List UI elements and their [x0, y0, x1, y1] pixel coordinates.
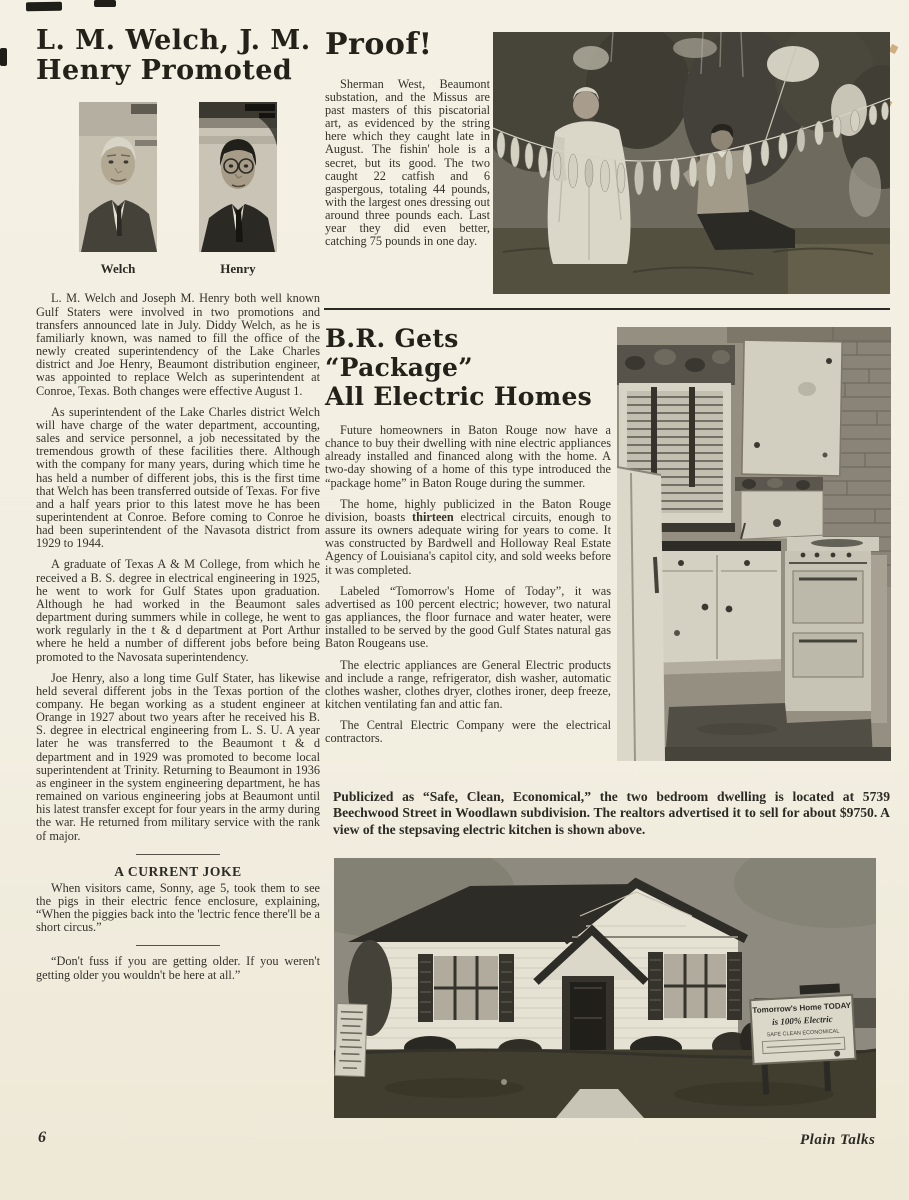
headline-line2: Henry Promoted: [36, 55, 293, 87]
promotions-body: [36, 292, 320, 842]
section-divider: [136, 854, 220, 855]
base-cabinets: [645, 541, 781, 675]
proof-body: Sherman West, Beaumont substation, and the Missus are past masters of this piscatorial art, as evidenced by the string here which they caught late in August. The fishin' hole is a secret, but its good. The two caught 22 catfish and 6 gaspergous, totaling 44 pounds, with the largest ones dressing out around three pounds each. Last year they did even better, catching 75 pounds in one day.: [325, 76, 490, 249]
welch-portrait-photo: [79, 102, 157, 252]
joke-heading: A CURRENT JOKE: [114, 863, 242, 879]
journal-name: Plain Talks: [800, 1132, 876, 1148]
paragraph-text: The home, highly publicized in the Baton Rouge division, boasts: [325, 496, 611, 524]
sink-backsplash-panel: [741, 491, 827, 539]
paragraph: Joe Henry, also a long time Gulf Stater, has likewise held several different jobs in the Texas portion of the company. He began working as a student engineer at Orange in 1927 about two years after he received his B. S. degree in electrical engineering from L. S. U. A year later he was transferred to the Beaumont t & d department and in 1929 was promoted to become local superintendent at Trinity. Returning to Beaumont in 1936 as engineer in the system engineering department, he has remained on various engineering jobs at Beaumont until his latest transfer except for four years in the army during the war. He returned from military service with the rank of major.: [36, 670, 320, 843]
headline-line1: L. M. Welch, J. M.: [36, 25, 311, 56]
refrigerator: [617, 467, 665, 761]
promotions-headline: [36, 26, 320, 86]
range-stove: [785, 537, 887, 723]
paragraph: The electric appliances are General Electric products and include a range, refrigerator, dish washer, automatic clothes washer, clothes dryer, clothes ironer, deep freeze, kitchen ventilating fan and attic fan.: [325, 657, 611, 711]
headline-line1: B.R. Gets “Package”: [325, 324, 473, 382]
kitchen-photo: [617, 327, 891, 761]
right-window: [648, 952, 742, 1020]
fishing-photo-illustration: [493, 32, 890, 294]
joke-body: When visitors came, Sonny, age 5, took them to see the pigs in their electric fence enclosure, explaining, “When the piggies back into the 'lectric fence there'll be a short circus.”: [36, 880, 320, 935]
package-homes-article: [325, 324, 611, 745]
wall-print-band: [735, 477, 823, 491]
paragraph: The Central Electric Company were the electrical contractors.: [325, 718, 611, 746]
house-photo-illustration: [334, 858, 876, 1118]
house-photo: [334, 858, 876, 1118]
henry-caption: Henry: [220, 261, 256, 277]
section-rule: [324, 308, 890, 310]
paragraph: L. M. Welch and Joseph M. Henry both well known Gulf Staters were involved in two promotions and transfers announced late in July. Diddy Welch, as he is familiarly known, was named to fill the office of the newly created superintendency of the Lake Charles district and Joe Henry, Beaumont distribution engineer, was appointed to replace Welch as superintendent at Conroe, Texas. Both changes were effective August 1.: [36, 291, 320, 398]
sign-line1: Tomorrow's Home TODAY: [752, 1000, 852, 1016]
paragraph: Future homeowners in Baton Rouge now have a chance to buy their dwelling with nine electric appliances already installed and financed along with the home. A two-day showing of a home of this type introduced the “package home” in Baton Rouge during the summer.: [325, 423, 611, 490]
scan-artifact: [94, 0, 116, 7]
left-window: [418, 954, 514, 1022]
paragraph: A graduate of Texas A & M College, from which he received a B. S. degree in electrical engineering in 1925, he went to work for Gulf States upon graduation. Although he had worked in the Beaumont sales department during summers while in college, he went to work regularly in the t & d department at Port Arthur where he held a number of different jobs before being promoted to the Navosata superintendency.: [36, 557, 320, 664]
package-body: [325, 424, 611, 745]
house-caption: Publicized as “Safe, Clean, Economical,” the two bedroom dwelling is located at 5739 Beechwood Street in Woodlawn subdivision. The realtors advertised it to sell for about $9750. A view of the stepsaving electric kitchen is shown above.: [333, 789, 890, 837]
proof-article: [325, 28, 490, 249]
proof-headline: Proof!: [325, 27, 433, 62]
page-number: 6: [38, 1129, 46, 1146]
henry-portrait-photo: [199, 102, 277, 252]
portrait-captions: [36, 261, 320, 277]
paragraph: As superintendent of the Lake Charles district Welch will have charge of the water department, accounting, sales and service personnel, a job necessitated by the tremendous growth of these facilities there. Although with the company for many years, during which time he has held a number of different jobs, this is the first time that Welch has been transferred outside of Texas. For five and a half years prior to this latest move he has been superintendent at Conroe. Before coming to Conroe he had been superintendent of the Navasota district from 1929 to 1944.: [36, 404, 320, 551]
paragraph: [325, 498, 611, 577]
sign-line2: is 100% Electric: [771, 1013, 833, 1028]
promotions-article: [36, 26, 320, 982]
sign-line3: SAFE CLEAN ECONOMICAL: [766, 1028, 840, 1039]
package-headline: [325, 324, 611, 411]
window-valance: [617, 345, 735, 385]
section-divider: [136, 945, 220, 946]
kitchen-photo-illustration: [617, 327, 891, 761]
paragraph-text: electrical circuits, enough to assure its owners adequate wiring for years to come. It was constructed by Bardwell and Holloway Real Estate Agency of Louisiana's capitol city, and sold weeks before it was completed.: [325, 509, 611, 577]
small-yard-sign: [335, 1004, 367, 1077]
scan-artifact: [26, 2, 62, 12]
joke-quote: “Don't fuss if you are getting older. If you weren't getting older you wouldn't be here at all.”: [36, 954, 320, 982]
wall-cabinet: [742, 340, 842, 476]
bold-word: thirteen: [412, 509, 454, 524]
headline-line2: All Electric Homes: [325, 382, 593, 411]
paragraph: Labeled “Tomorrow's Home of Today”, it was advertised as 100 percent electric; however, two natural gas appliances, the floor furnace and water heater, were installed to be served by the good Gulf States natural gas Baton Rougeans use.: [325, 583, 611, 651]
welch-caption: Welch: [100, 261, 136, 277]
scan-speck: [889, 44, 899, 54]
portrait-photos: [36, 102, 320, 252]
fishing-photo: [493, 32, 890, 294]
scan-artifact: [0, 48, 7, 66]
